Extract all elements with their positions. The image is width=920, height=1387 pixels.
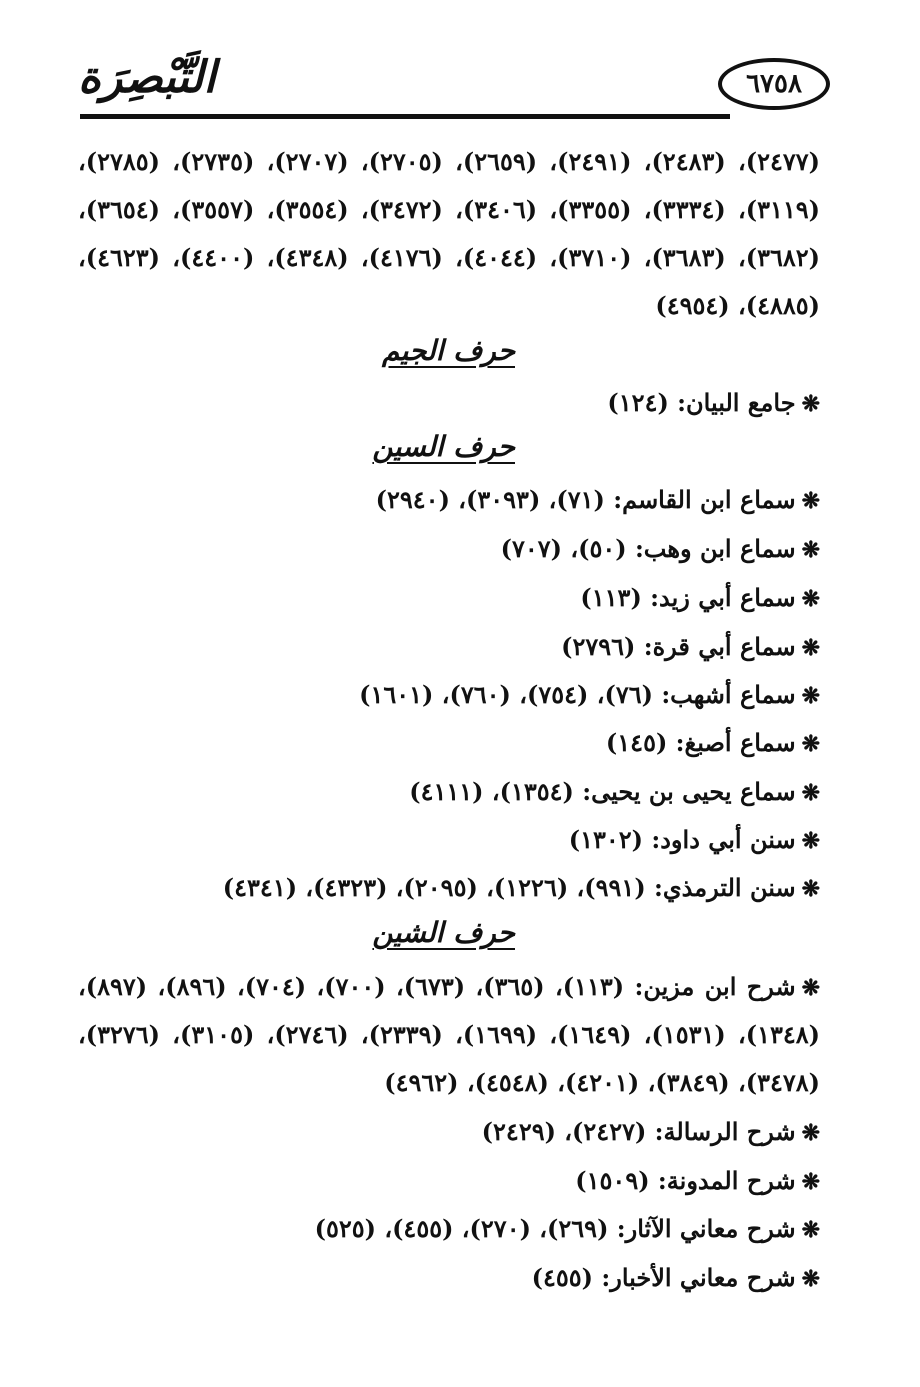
star-bullet-icon: ❋ — [801, 391, 820, 417]
text-line: (٣٦٨٢)، (٣٦٨٣)، (٣٧١٠)، (٤٠٤٤)، (٤١٧٦)، (٤٣٤٨)، (٤٤٠٠)، (٤٦٢٣)، — [78, 243, 820, 272]
header-rule — [80, 114, 730, 119]
entry-line: (١٣٤٨)، (١٥٣١)، (١٦٤٩)، (١٦٩٩)، (٢٣٣٩)، (٢٧٤٦)، (٣١٠٥)، (٣٢٧٦)، — [78, 1020, 820, 1049]
text-line: (٤٨٨٥)، (٤٩٥٤) — [655, 291, 820, 320]
star-bullet-icon: ❋ — [801, 780, 820, 806]
section-heading-seen: حرف السين — [372, 430, 515, 463]
star-bullet-icon: ❋ — [801, 828, 820, 854]
index-entry — [78, 1258, 820, 1298]
star-bullet-icon: ❋ — [801, 1120, 820, 1146]
star-bullet-icon: ❋ — [801, 1169, 820, 1195]
index-entry — [78, 578, 820, 618]
star-bullet-icon: ❋ — [801, 1217, 820, 1243]
entry-text: سماع أبي قرة: (٢٧٩٦) — [561, 632, 796, 661]
section-heading-sheen: حرف الشين — [372, 916, 515, 949]
entry-text: شرح معاني الأخبار: (٤٥٥) — [531, 1263, 796, 1292]
star-bullet-icon: ❋ — [801, 731, 820, 757]
index-entry — [78, 868, 820, 908]
star-bullet-icon: ❋ — [801, 586, 820, 612]
text-line: (٣١١٩)، (٣٣٣٤)، (٣٣٥٥)، (٣٤٠٦)، (٣٤٧٢)، (٣٥٥٤)، (٣٥٥٧)، (٣٦٥٤)، — [78, 195, 820, 224]
entry-text: سماع يحيى بن يحيى: (١٣٥٤)، (٤١١١) — [409, 777, 796, 806]
section-heading-jeem: حرف الجيم — [382, 334, 515, 367]
index-entry — [78, 963, 820, 1107]
index-entry — [78, 723, 820, 763]
star-bullet-icon: ❋ — [801, 635, 820, 661]
star-bullet-icon: ❋ — [801, 975, 821, 1001]
index-entry — [78, 820, 820, 860]
entry-text: سماع ابن القاسم: (٧١)، (٣٠٩٣)، (٢٩٤٠) — [375, 485, 796, 514]
index-entry — [78, 772, 820, 812]
index-entry — [78, 383, 820, 423]
index-entry — [78, 675, 820, 715]
star-bullet-icon: ❋ — [801, 1266, 820, 1292]
index-entry — [78, 480, 820, 520]
entry-line — [78, 963, 820, 1011]
entry-text: سماع ابن وهب: (٥٠)، (٧٠٧) — [500, 534, 796, 563]
page-header — [70, 44, 830, 124]
entry-text: جامع البيان: (١٢٤) — [607, 388, 796, 417]
entry-text: سماع أبي زيد: (١١٣) — [580, 583, 796, 612]
entry-text: سنن الترمذي: (٩٩١)، (١٢٢٦)، (٢٠٩٥)، (٤٣٢٣)، (٤٣٤١) — [222, 873, 796, 902]
intro-paragraph — [78, 138, 820, 330]
text-line: (٢٤٧٧)، (٢٤٨٣)، (٢٤٩١)، (٢٦٥٩)، (٢٧٠٥)، (٢٧٠٧)، (٢٧٣٥)، (٢٧٨٥)، — [78, 147, 820, 176]
entry-text: شرح الرسالة: (٢٤٢٧)، (٢٤٢٩) — [481, 1117, 796, 1146]
index-entry — [78, 1112, 820, 1152]
entry-text: شرح معاني الآثار: (٢٦٩)، (٢٧٠)، (٤٥٥)، (٥٢٥) — [314, 1214, 796, 1243]
star-bullet-icon: ❋ — [801, 683, 820, 709]
page-number: ٦٧٥٨ — [718, 58, 830, 110]
entry-text: شرح المدونة: (١٥٠٩) — [575, 1166, 796, 1195]
index-entry — [78, 1209, 820, 1249]
entry-text: شرح ابن مزين: (١١٣)، (٣٦٥)، (٦٧٣)، (٧٠٠)، (٧٠٤)، (٨٩٦)، (٨٩٧)، — [78, 972, 796, 1001]
index-entry — [78, 529, 820, 569]
entry-text: سنن أبي داود: (١٣٠٢) — [568, 825, 796, 854]
book-title: التَّبْصِرَة — [78, 52, 216, 103]
star-bullet-icon: ❋ — [801, 876, 820, 902]
entry-text: سماع أصبغ: (١٤٥) — [605, 728, 796, 757]
entry-text: سماع أشهب: (٧٦)، (٧٥٤)، (٧٦٠)، (١٦٠١) — [359, 680, 796, 709]
star-bullet-icon: ❋ — [801, 537, 820, 563]
index-entry — [78, 1161, 820, 1201]
star-bullet-icon: ❋ — [801, 488, 820, 514]
entry-line: (٣٤٧٨)، (٣٨٤٩)، (٤٢٠١)، (٤٥٤٨)، (٤٩٦٢) — [384, 1068, 820, 1097]
index-entry — [78, 627, 820, 667]
